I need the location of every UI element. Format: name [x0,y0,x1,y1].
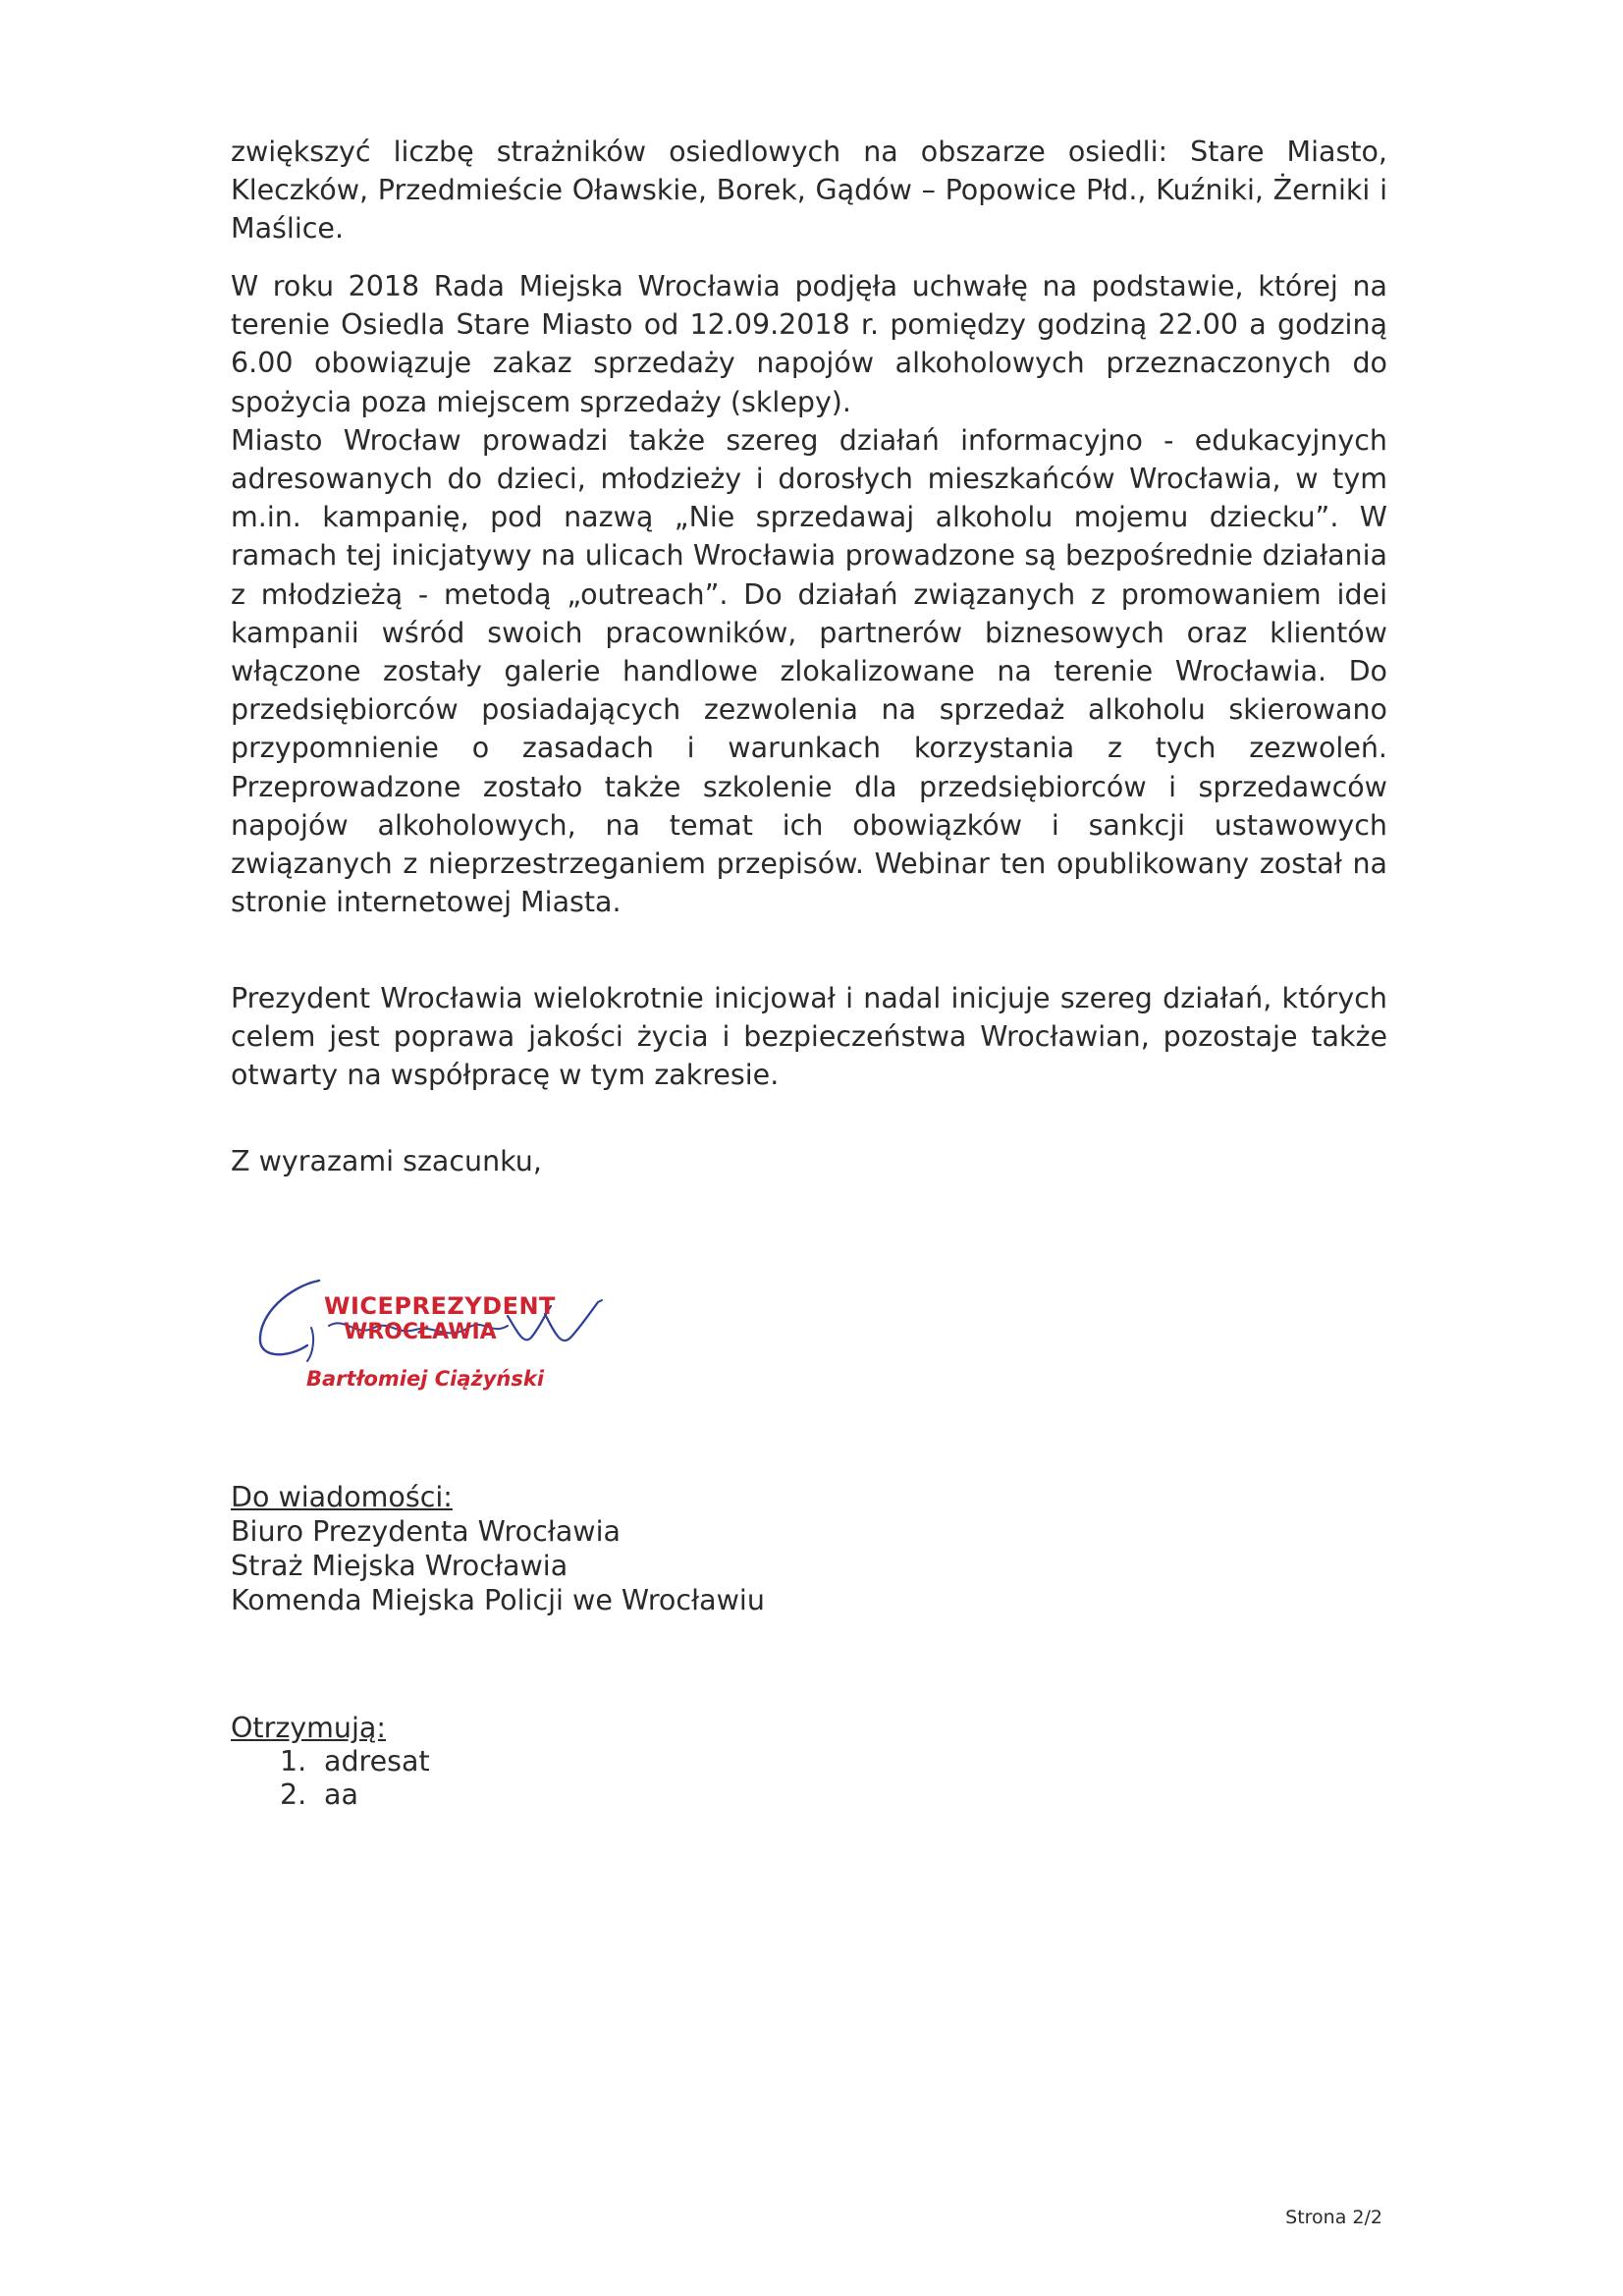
cc-item: Straż Miejska Wrocławia [231,1550,568,1582]
cc-section [231,1480,765,1617]
recipient-text: aa [324,1778,358,1811]
paragraph-prezydent: Prezydent Wrocławia wielokrotnie inicjował i nadal inicjuje szereg działań, których celem jest poprawa jakości życia i bezpieczeństwa Wrocławian, pozostaje także otwarty na współpracę w tym zakresie. [231,982,1387,1092]
recipient-item [231,1745,430,1778]
recipients-list [231,1745,430,1812]
paragraph-block-actions [231,267,1387,921]
recipient-number: 2. [280,1778,307,1811]
signature-stamp [250,1267,623,1414]
cc-heading: Do wiadomości: [231,1481,453,1513]
recipient-item [231,1778,430,1812]
page-number: Strona 2/2 [1285,2207,1382,2228]
cc-item: Biuro Prezydenta Wrocławia [231,1515,621,1548]
recipient-number: 1. [280,1745,307,1777]
paragraph-uchwala: W roku 2018 Rada Miejska Wrocławia podjęła uchwałę na podstawie, której na terenie Osiedla Stare Miasto od 12.09.2018 r. pomiędzy godziną 22.00 a godziną 6.00 obowiązuje zakaz sprzedaży napojów alkoholowych przeznaczonych do spożycia poza miejscem sprzedaży (sklepy). [231,270,1387,418]
paragraph-kampania: Miasto Wrocław prowadzi także szereg działań informacyjno - edukacyjnych adresowanych do dzieci, młodzieży i dorosłych mieszkańców Wrocławia, w tym m.in. kampanię, pod nazwą „Nie sprzedawaj alkoholu mojemu dziecku”. W ramach tej inicjatywy na ulicach Wrocławia prowadzone są bezpośrednie działania z młodzieżą - metodą „outreach”. Do działań związanych z promowaniem idei kampanii wśród swoich pracowników, partnerów biznesowych oraz klientów włączone zostały galerie handlowe zlokalizowane na terenie Wrocławia. Do przedsiębiorców posiadających zezwolenia na sprzedaż alkoholu skierowano przypomnienie o zasadach i warunkach korzystania z tych zezwoleń. Przeprowadzone zostało także szkolenie dla przedsiębiorców i sprzedawców napojów alkoholowych, na temat ich obowiązków i sankcji ustawowych związanych z nieprzestrzeganiem przepisów. Webinar ten opublikowany został na stronie internetowej Miasta. [231,423,1387,919]
paragraph-strazniki: zwiększyć liczbę strażników osiedlowych na obszarze osiedli: Stare Miasto, Kleczków, Przedmieście Oławskie, Borek, Gądów – Popowice Płd., Kuźniki, Żerniki i Maślice. [231,136,1387,246]
recipients-heading: Otrzymują: [231,1712,386,1744]
recipients-section [231,1712,430,1812]
closing-salutation: Z wyrazami szacunku, [231,1145,542,1177]
stamp-name: Bartłomiej Ciążyński [306,1367,545,1391]
recipient-text: adresat [324,1745,430,1777]
stamp-city: WROCŁAWIA [344,1320,497,1344]
stamp-title: WICEPREZYDENT [324,1292,556,1320]
cc-item: Komenda Miejska Policji we Wrocławiu [231,1584,765,1616]
